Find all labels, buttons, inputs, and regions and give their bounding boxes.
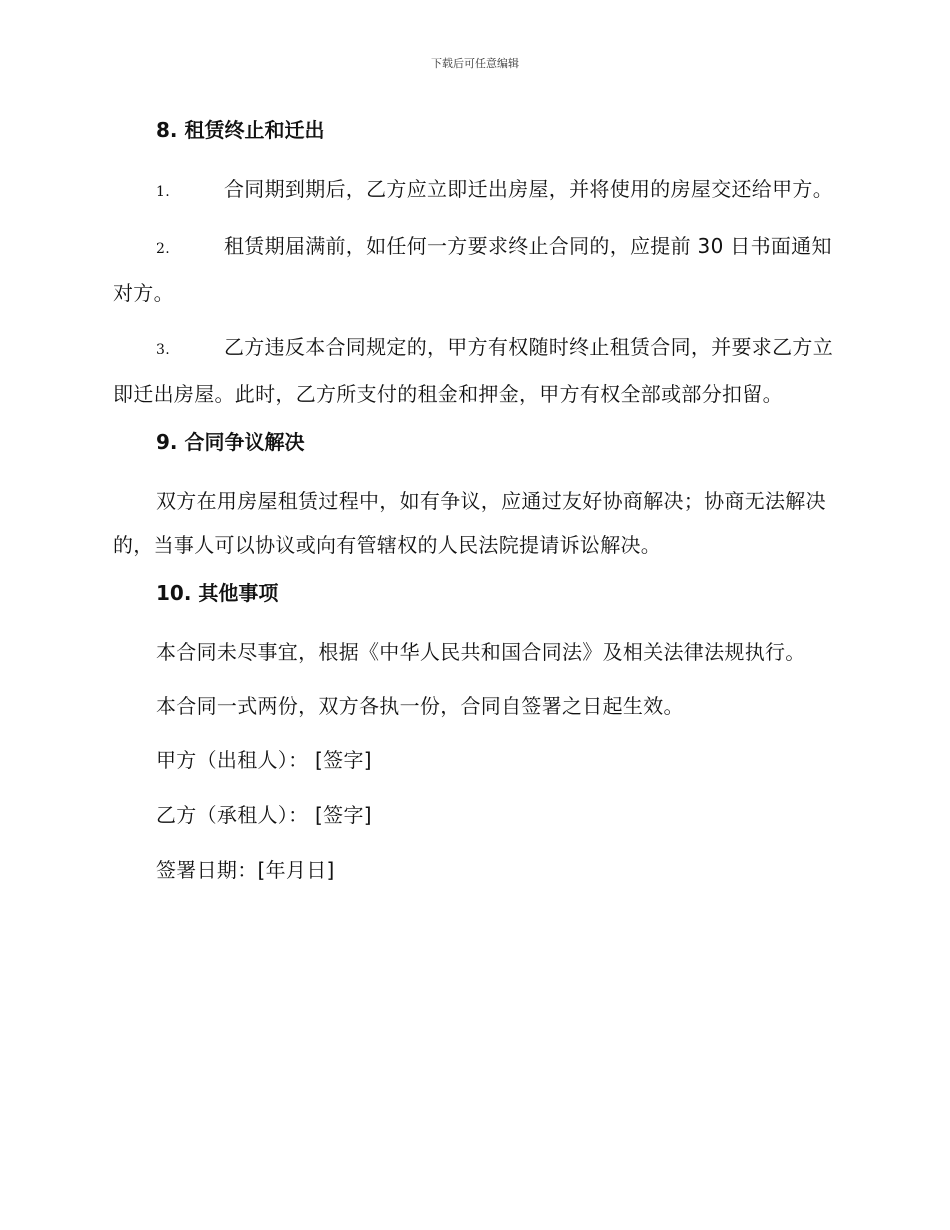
section-heading-termination: 8. 租赁终止和迁出 bbox=[156, 118, 325, 142]
item-text: 乙方违反本合同规定的，甲方有权随时终止租赁合同，并要求乙方立即迁出房屋。此时，乙方所支付的租金和押金，甲方有权全部或部分扣留。 bbox=[113, 335, 833, 406]
item-number: 3. bbox=[156, 342, 170, 358]
paragraph: 本合同一式两份，双方各执一份，合同自签署之日起生效。 bbox=[156, 694, 684, 718]
signature-date: 签署日期：[年月日] bbox=[156, 858, 335, 882]
signature-party-a: 甲方（出租人）： [签字] bbox=[156, 748, 372, 772]
contract-body bbox=[113, 114, 833, 903]
paragraph: 本合同未尽事宜，根据《中华人民共和国合同法》及相关法律法规执行。 bbox=[156, 640, 806, 664]
item-number: 2. bbox=[156, 241, 170, 257]
item-text: 租赁期届满前，如任何一方要求终止合同的，应提前 30 日书面通知对方。 bbox=[113, 234, 832, 305]
section-heading-dispute: 9. 合同争议解决 bbox=[156, 430, 305, 454]
list-item bbox=[113, 224, 833, 315]
list-item bbox=[113, 167, 833, 214]
paragraph: 双方在用房屋租赁过程中，如有争议，应通过友好协商解决；协商无法解决的，当事人可以协议或向有管辖权的人民法院提请诉讼解决。 bbox=[113, 489, 826, 557]
item-text: 合同期到期后，乙方应立即迁出房屋，并将使用的房屋交还给甲方。 bbox=[224, 177, 833, 201]
item-number: 1. bbox=[156, 184, 170, 200]
list-item bbox=[113, 325, 833, 416]
signature-party-b: 乙方（承租人）： [签字] bbox=[156, 803, 372, 827]
section-heading-other: 10. 其他事项 bbox=[156, 581, 279, 605]
page-header: 下载后可任意编辑 bbox=[431, 57, 519, 70]
